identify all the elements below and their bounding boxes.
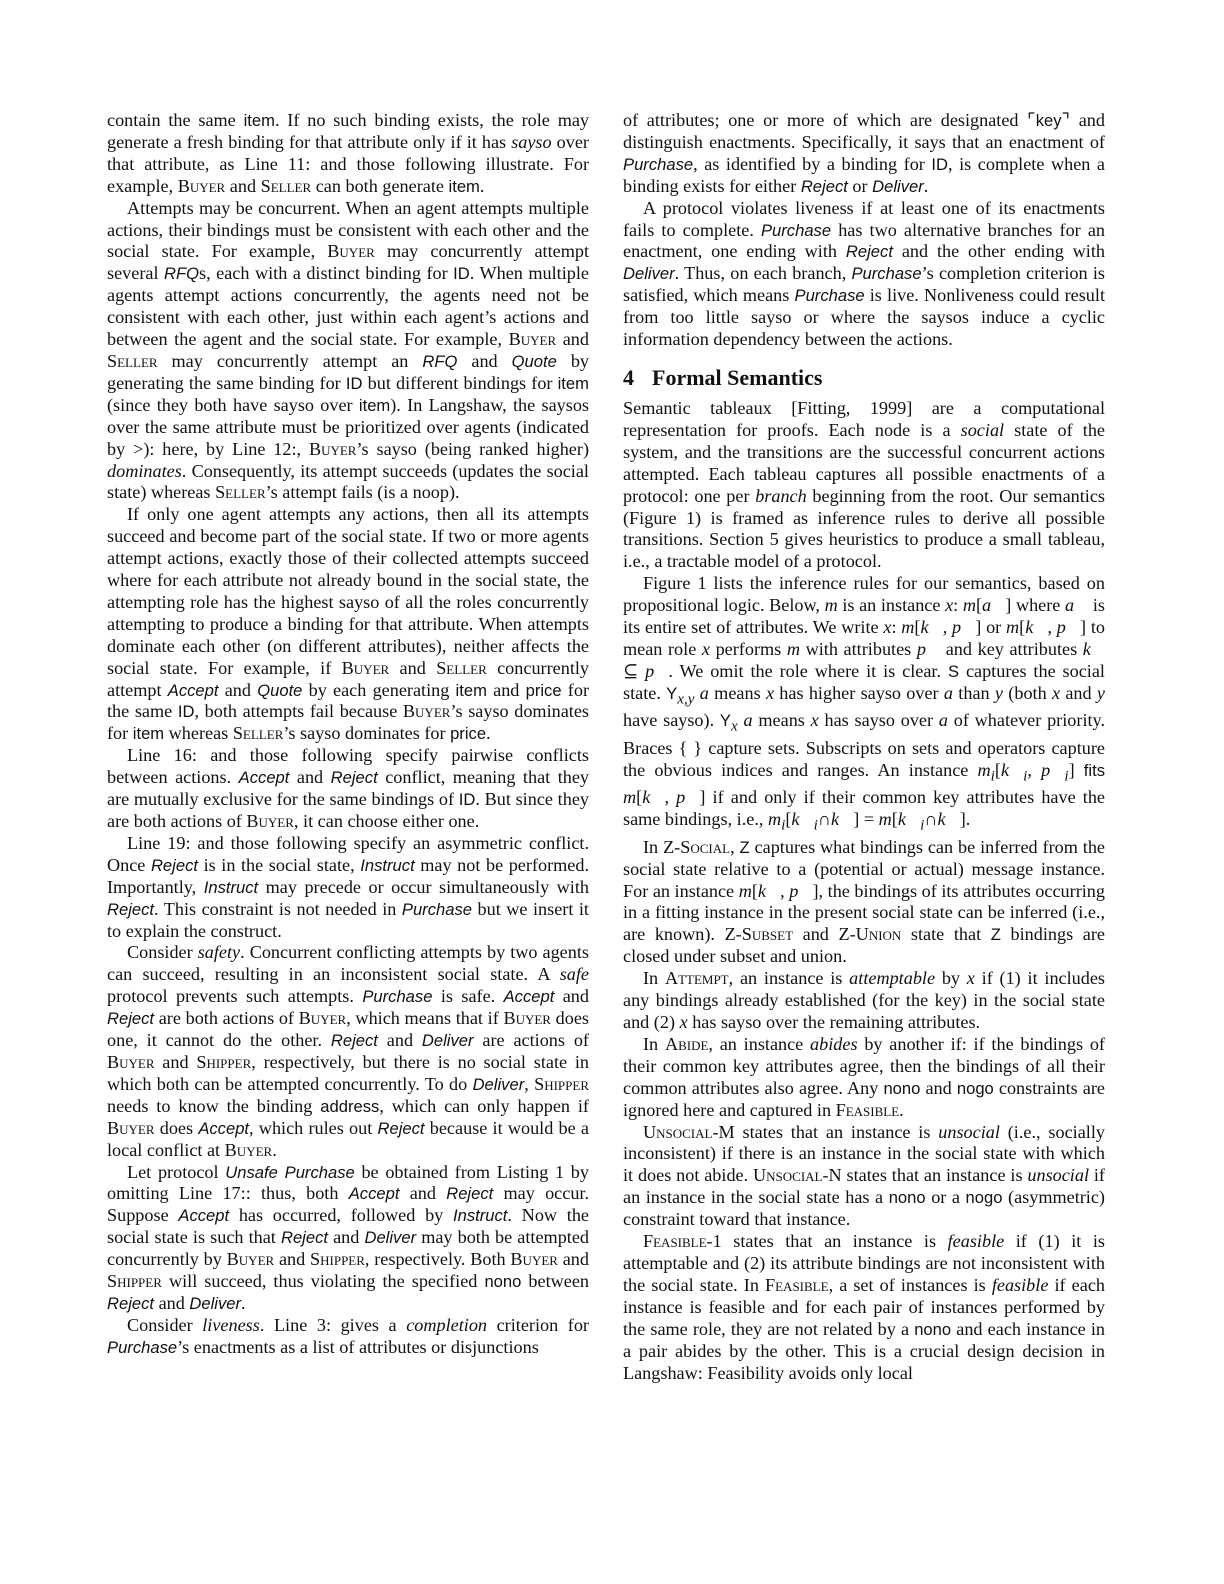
paragraph-rp4: Figure 1 lists the inference rules for our semantics, based on propositional logic. Below, m is an instance x: m[a⃗] where a⃗ is its entire set of attributes. We write x: m[k⃗, p⃗] or m[k⃗, p⃗] to mean role x performs m with attributes p⃗ and key attributes k⃗ ⊆ p⃗. We omit the role where it is clear. S captures the social state. $Y_{x,y}$ a means x has higher sayso over a than y (both x and y have sayso). $Y_x$ a means x has sayso over a of whatever priority. Braces { } capture sets. Subscripts on sets and operators capture the obvious indices and ranges. An instance $m_i[k⃗_i$, $p⃗_i$] fits m[k⃗, p⃗] if and only if their common key attributes have the same bindings, i.e., $m_i[k⃗_i\cap k⃗]$ = $m[k⃗_i\cap k⃗]$.: [623, 573, 1106, 834]
paragraph-rp3: Semantic tableaux [Fitting, 1999] are a computational representation for proofs. Each node is a social state of the system, and the transitions are the successful concurrent actions attempted. Each tableau captures all possible enactments of a protocol: one per branch beginning from the root. Our semantics (Figure 1) is framed as inference rules to derive all possible transitions. Section 5 gives heuristics to produce a small tableau, i.e., a tractable model of a protocol.: [623, 397, 1105, 572]
paragraph-rp1: of attributes; one or more of which are designated ⌜key⌝ and distinguish enactments. Specifically, it says that an enactment of Purchase, as identified by a binding for ID, is complete when a binding exists for either Reject or Deliver.: [623, 110, 1106, 196]
section-number: 4: [623, 364, 634, 390]
paragraph-lp7: Let protocol Unsafe Purchase be obtained from Listing 1 by omitting Line 17:: thus, both Accept and Reject may occur. Suppose Accept has occurred, followed by Instruct. Now the social state is such that Reject and Deliver may both be attempted concurrently by Buyer and Shipper, respectively. Both Buyer and Shipper will succeed, thus violating the specified nono between Reject and Deliver.: [107, 1161, 590, 1313]
paragraph-rp5: In Z-Social, Z captures what bindings can be inferred from the social state relative to a (potential or actual) message instance. For an instance m[k⃗, p⃗], the bindings of its attributes occurring in a fitting instance in the present social state can be inferred (i.e., are known). Z-Subset and Z-Union state that Z bindings are closed under subset and union.: [623, 836, 1106, 967]
paragraph-lp8: Consider liveness. Line 3: gives a completion criterion for Purchase’s enactments as a list of attributes or disjunctions: [107, 1314, 589, 1357]
section-title: Formal Semantics: [652, 364, 823, 390]
paragraph-lp6: Consider safety. Concurrent conflicting attempts by two agents can succeed, resulting in an inconsistent social state. A safe protocol prevents such attempts. Purchase is safe. Accept and Reject are both actions of Buyer, which means that if Buyer does one, it cannot do the other. Reject and Deliver are actions of Buyer and Shipper, respectively, but there is no social state in which both can be attempted concurrently. To do Deliver, Shipper needs to know the binding address, which can only happen if Buyer does Accept, which rules out Reject because it would be a local conflict at Buyer.: [107, 942, 590, 1160]
paragraph-rp6: In Attempt, an instance is attemptable by x if (1) it includes any bindings already established (for the key) in the social state and (2) x has sayso over the remaining attributes.: [623, 968, 1106, 1032]
paragraph-rp7: In Abide, an instance abides by another if: if the bindings of their common key attributes agree, then the bindings of all their common attributes also agree. Any nono and nogo constraints are ignored here and captured in Feasible.: [623, 1033, 1106, 1120]
right-column-body: [623, 398, 1105, 1384]
paragraph-rp9: Feasible-1 states that an instance is feasible if (1) it is attemptable and (2) its attribute bindings are not inconsistent with the social state. In Feasible, a set of instances is feasible if each instance is feasible and for each pair of instances performed by the same role, they are not related by a nono and each instance in a pair abides by the other. This is a crucial design decision in Langshaw: Feasibility avoids only local: [623, 1231, 1106, 1383]
left-column: [107, 110, 589, 1384]
right-column: [623, 110, 1105, 1384]
paragraph-lp1: contain the same item. If no such binding exists, the role may generate a fresh binding for that attribute only if it has sayso over that attribute, as Line 11: and those following illustrate. For example, Buyer and Seller can both generate item.: [107, 110, 590, 196]
paragraph-rp2: A protocol violates liveness if at least one of its enactments fails to complete. Purchase has two alternative branches for an enactment, one ending with Reject and the other ending with Deliver. Thus, on each branch, Purchase’s completion criterion is satisfied, which means Purchase is live. Nonliveness could result from too little sayso or where the saysos induce a cyclic information dependency between the actions.: [623, 197, 1106, 350]
paragraph-rp8: Unsocial-M states that an instance is unsocial (i.e., socially inconsistent) if there is an instance in the social state with which it does not abide. Unsocial-N states that an instance is unsocial if an instance in the social state has a nono or a nogo (asymmetric) constraint toward that instance.: [623, 1121, 1105, 1230]
paragraph-lp3: If only one agent attempts any actions, then all its attempts succeed and become part of the social state. If two or more agents attempt actions, exactly those of their collected attempts succeed where for each attribute not already bound in the social state, the attempting role has the highest sayso of all the roles concurrently attempting to produce a binding for that attribute. When attempts dominate each other (on different attributes), neither affects the social state. For example, if Buyer and Seller concurrently attempt Accept and Quote by each generating item and price for the same ID, both attempts fail because Buyer’s sayso dominates for item whereas Seller’s sayso dominates for price.: [107, 504, 590, 744]
paper-page: [107, 110, 1105, 1384]
paragraph-lp4: Line 16: and those following specify pairwise conflicts between actions. Accept and Reject conflict, meaning that they are mutually exclusive for the same bindings of ID. But since they are both actions of Buyer, it can choose either one.: [107, 745, 590, 831]
right-column-top: [623, 110, 1105, 351]
paragraph-lp2: Attempts may be concurrent. When an agent attempts multiple actions, their bindings must be consistent with each other and the social state. For example, Buyer may concurrently attempt several RFQs, each with a distinct binding for ID. When multiple agents attempt actions concurrently, the agents need not be consistent with each other, just within each agent’s actions and between the agent and the social state. For example, Buyer and Seller may concurrently attempt an RFQ and Quote by generating the same binding for ID but different bindings for item (since they both have sayso over item). In Langshaw, the saysos over the same attribute must be prioritized over agents (indicated by >): here, by Line 12:, Buyer’s sayso (being ranked higher) dominates. Consequently, its attempt succeeds (updates the social state) whereas Seller’s attempt fails (is a noop).: [107, 197, 590, 503]
section-heading: [623, 365, 1105, 391]
paragraph-lp5: Line 19: and those following specify an asymmetric conflict. Once Reject is in the social state, Instruct may not be performed. Importantly, Instruct may precede or occur simultaneously with Reject. This constraint is not needed in Purchase but we insert it to explain the construct.: [107, 832, 590, 941]
